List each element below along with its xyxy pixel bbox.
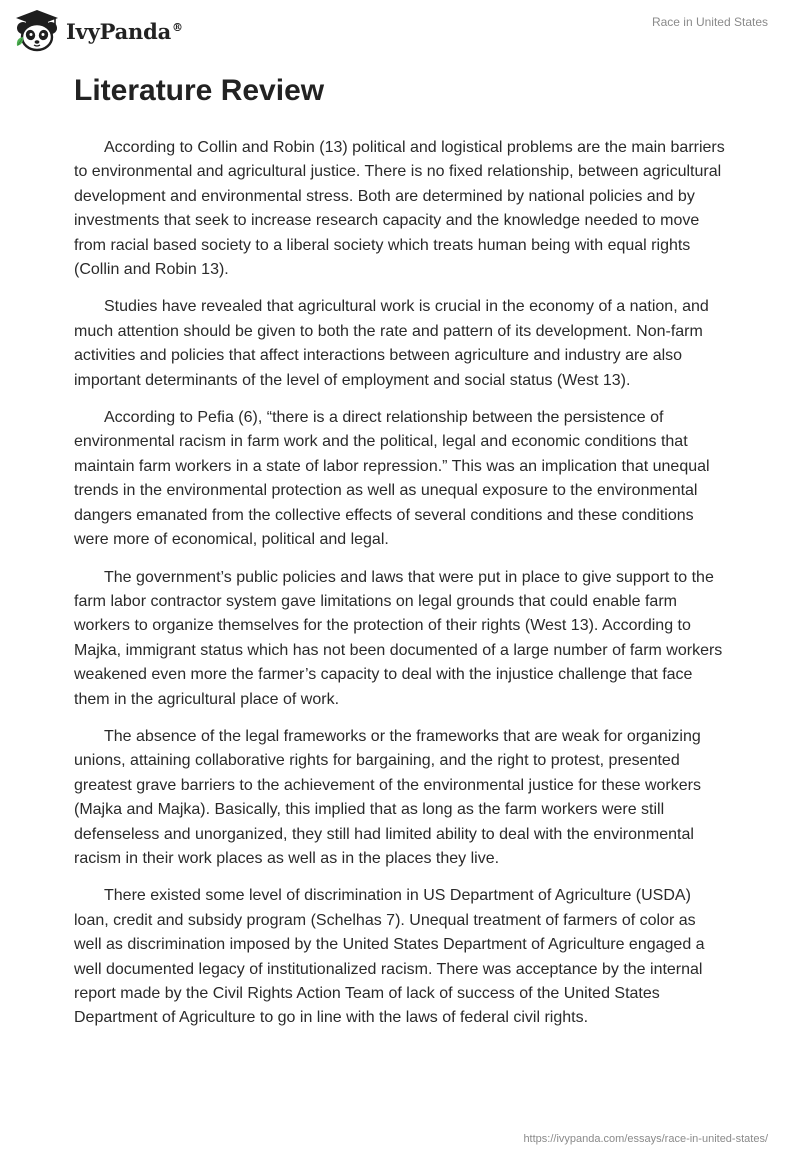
paragraph-3: According to Pefia (6), “there is a direct relationship between the persistence of environmental racism in farm work and the political, legal and economic conditions that maintain farm workers in a state of labor repression.” This was an implication that unequal trends in the environmental protection as well as unequal exposure to the environmental dangers emanated from the collective effects of several conditions and these conditions were more of economical, political and legal. xyxy=(74,409,710,549)
paragraph-4: The government’s public policies and laws that were put in place to give support to the farm labor contractor system gave limitations on legal grounds that could enable farm workers to organize themselves for the protection of their rights (West 13). According to Majka, immigrant status which has not been documented of a large number of farm workers weakened even more the farmer’s capacity to deal with the injustice challenge that face them in the agricultural place of work. xyxy=(74,568,723,708)
brand-name-text: IvyPanda xyxy=(66,18,172,44)
page-header xyxy=(0,0,800,64)
brand-name xyxy=(66,19,183,44)
paragraph-5: The absence of the legal frameworks or the frameworks that are weak for organizing unions, attaining collaborative rights for bargaining, and the right to protest, presented greatest grave barriers to the achievement of the environmental justice for these workers (Majka and Majka). Basically, this implied that as long as the farm workers were still defenseless and unorganized, they still had limited ability to deal with the environmental racism in their work places as well as in the places they live. xyxy=(74,727,701,867)
article-body xyxy=(74,72,726,1044)
running-title: Race in United States xyxy=(651,15,768,29)
paragraph-2: Studies have revealed that agricultural work is crucial in the economy of a nation, and much attention should be given to both the rate and pattern of its development. Non-farm activities and policies that affect interactions between agriculture and industry are also important determinants of the level of employment and social status (West 13). xyxy=(74,298,709,389)
paragraph-1: According to Collin and Robin (13) political and logistical problems are the main barriers to environmental and agricultural justice. There is no fixed relationship, between agricultural development and environmental stress. Both are determined by national policies and by investments that seek to increase research capacity and the knowledge needed to move from racial based society to a liberal society which treats human being with equal rights (Collin and Robin 13). xyxy=(74,139,725,279)
section-title: Literature Review xyxy=(74,74,325,107)
paragraph-6: There existed some level of discrimination in US Department of Agriculture (USDA) loan, credit and subsidy program (Schelhas 7). Unequal treatment of farmers of color as well as discrimination imposed by the United States Department of Agriculture engaged a well documented legacy of institutionalized racism. There was acceptance by the internal report made by the Civil Rights Action Team of lack of success of the United States Department of Agriculture to go in line with the laws of federal civil rights. xyxy=(74,887,705,1027)
panda-graduate-icon xyxy=(14,8,60,54)
ivypanda-logo[interactable] xyxy=(14,8,183,54)
source-url[interactable]: https://ivypanda.com/essays/race-in-united-states/ xyxy=(523,1133,768,1145)
registered-mark: ® xyxy=(172,20,183,34)
